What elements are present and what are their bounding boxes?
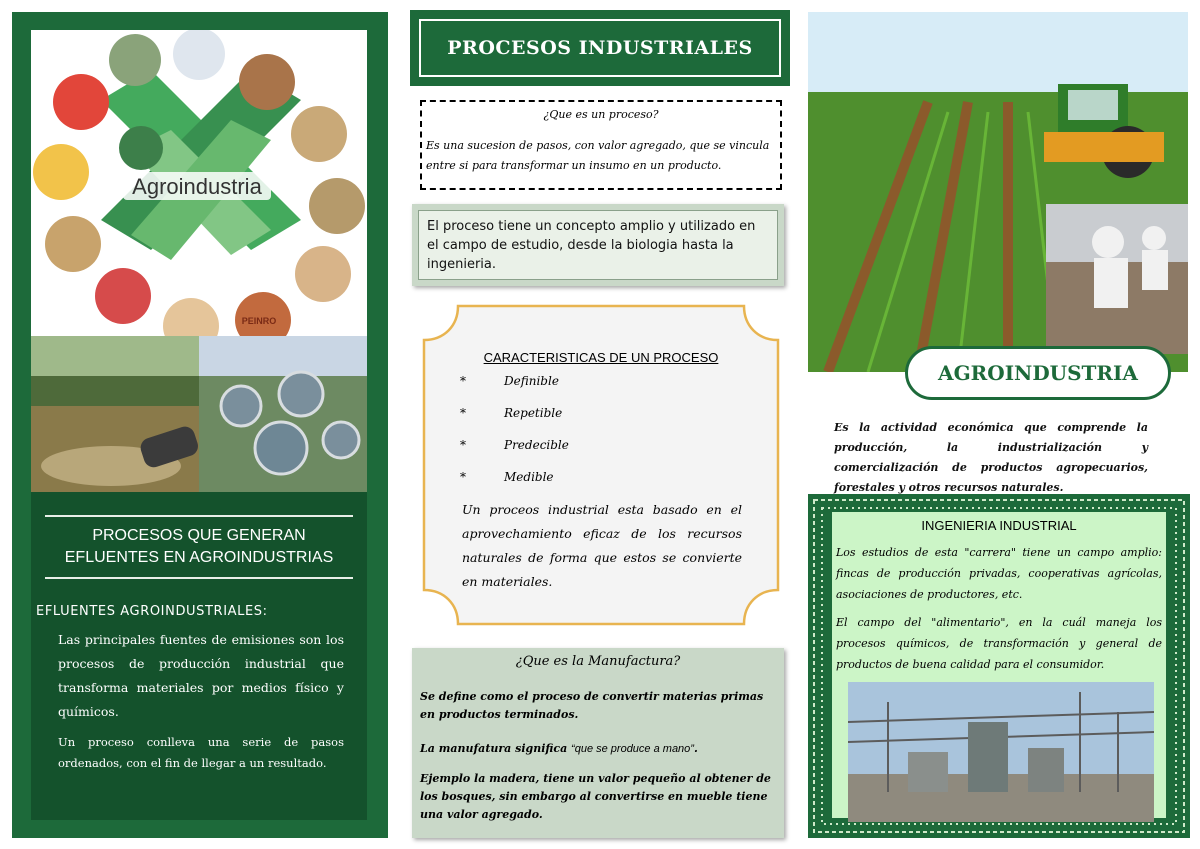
- manufacture-box: [412, 648, 784, 838]
- manufacture-paragraph-2: [420, 740, 782, 758]
- effluents-section-title: [45, 515, 353, 579]
- agroindustria-definition: Es la actividad económica que comprende la producción, la industrialización y comercialización de productos agropecuarios, forestales y otros recursos naturales.: [834, 421, 1148, 494]
- agroindustria-title: AGROINDUSTRIA: [905, 346, 1171, 400]
- industrial-engineering-box: [832, 512, 1166, 818]
- bullet: *: [460, 438, 466, 452]
- concept-box: [412, 204, 784, 286]
- characteristic-label: Repetible: [504, 406, 563, 420]
- characteristic-item: [460, 438, 569, 452]
- collage-sack-label: PEINRO: [241, 316, 277, 326]
- processes-title-banner: [410, 10, 790, 86]
- characteristics-paragraph: Un proceos industrial esta basado en el aprovechamiento eficaz de los recursos naturales de forma que estos se convierte en materiales.: [462, 502, 742, 589]
- manufacture-p2-quote: “que se produce a mano”: [571, 743, 694, 755]
- characteristic-item: [460, 406, 562, 420]
- effluents-heading: EFLUENTES AGROINDUSTRIALES:: [36, 604, 268, 619]
- effluents-paragraph-1: Las principales fuentes de emisiones son los procesos de producción industrial que transforma materiales por medios físico y químicos.: [58, 632, 344, 719]
- industrial-engineering-paragraph-2: El campo del "alimentario", en la cuál maneja los procesos químicos, de transformación y general de productos de buena calidad para el consumidor.: [836, 616, 1162, 671]
- industrial-engineering-paragraph-1: Los estudios de esta "carrera" tiene un campo amplio: fincas de producción privadas, cooperativas agrícolas, asociaciones de productores, etc.: [836, 546, 1162, 601]
- agroindustria-collage-image: [31, 30, 367, 336]
- effluent-photos: [31, 336, 367, 492]
- characteristic-label: Predecible: [504, 438, 569, 452]
- collage-label: Agroindustria: [132, 174, 262, 199]
- characteristics-box: [418, 300, 784, 630]
- characteristic-label: Definible: [504, 374, 559, 388]
- concept-text: El proceso tiene un concepto amplio y utilizado en el campo de estudio, desde la biologia hasta la ingenieria.: [418, 210, 778, 280]
- manufacture-p2-suffix: .: [693, 742, 698, 755]
- processes-title: PROCESOS INDUSTRIALES: [419, 19, 781, 77]
- industrial-engineering-title: INGENIERIA INDUSTRIAL: [921, 518, 1077, 533]
- definition-box: [420, 100, 782, 190]
- characteristic-item: [460, 374, 559, 388]
- characteristic-label: Medible: [504, 470, 554, 484]
- definition-question: ¿Que es un proceso?: [543, 108, 659, 121]
- agro-field-photo: [808, 12, 1188, 372]
- bullet: *: [460, 470, 466, 484]
- characteristics-title: CARACTERISTICAS DE UN PROCESO: [483, 350, 719, 365]
- definition-answer: Es una sucesion de pasos, con valor agregado, que se vincula entre si para transformar un insumo en un producto.: [426, 139, 770, 172]
- power-substation-photo: [848, 682, 1154, 822]
- manufacture-paragraph-3: Ejemplo la madera, tiene un valor pequeño al obtener de los bosques, sin embargo al convertirse en mueble tiene una valor agregado.: [420, 772, 771, 821]
- manufacture-p2-prefix: La manufatura significa: [420, 742, 572, 755]
- effluents-section-title-line1: PROCESOS QUE GENERAN: [92, 527, 306, 544]
- effluents-section-title-line2: EFLUENTES EN AGROINDUSTRIAS: [64, 549, 334, 566]
- effluents-paragraph-2: Un proceso conlleva una serie de pasos ordenados, con el fin de llegar a un resultado.: [58, 735, 344, 770]
- bullet: *: [460, 374, 466, 388]
- manufacture-paragraph-1: Se define como el proceso de convertir materias primas en productos terminados.: [420, 690, 764, 721]
- manufacture-title: ¿Que es la Manufactura?: [515, 654, 681, 669]
- bullet: *: [460, 406, 466, 420]
- characteristic-item: [460, 470, 554, 484]
